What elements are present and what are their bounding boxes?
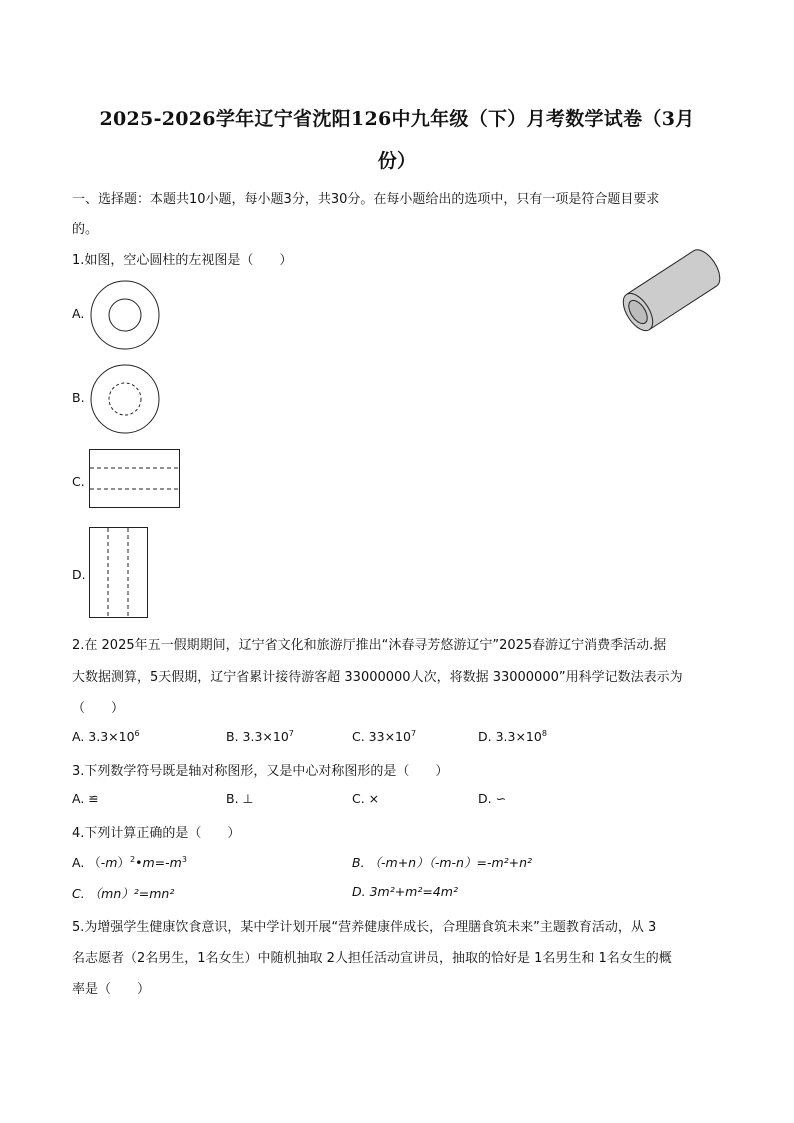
- q4-option-a-var3: m: [169, 855, 182, 870]
- q3-option-b: B. ⊥: [226, 791, 254, 806]
- q1-option-a-label: A.: [72, 306, 85, 321]
- q4-option-a-var1: m: [105, 855, 118, 870]
- section1-instruction-line1: 一、选择题：本题共10小题，每小题3分，共30分。在每小题给出的选项中，只有一项是符合题目要求: [72, 192, 660, 207]
- q2-option-d-base: D. 3.3×10: [478, 729, 542, 744]
- q4-option-a-part2: ）: [117, 855, 130, 870]
- q1-option-b-label: B.: [72, 390, 85, 405]
- q2-option-c: [352, 729, 416, 744]
- q1-option-d-label: D.: [72, 567, 86, 582]
- q1-stem: 1.如图，空心圆柱的左视图是（ ）: [72, 253, 293, 268]
- q2-option-a-exp: 6: [134, 729, 140, 738]
- q4-option-a-exp1: 2: [130, 855, 136, 864]
- q4-option-a-eq: =-: [154, 855, 170, 870]
- q1-option-c-figure: [89, 449, 181, 509]
- q4-option-c: C. （mn）²=mn²: [72, 886, 175, 901]
- q2-option-c-exp: 7: [410, 729, 417, 738]
- q4-option-a-part1: A. （-: [72, 855, 106, 870]
- q2-option-d-exp: 8: [541, 729, 547, 738]
- q2-stem-line1: 2.在 2025年五一假期期间，辽宁省文化和旅游厅推出“沐春寻芳悠游辽宁”2025春游辽宁消费季活动.据: [72, 638, 667, 653]
- q4-option-d: D. 3m²+m²=4m²: [352, 884, 458, 899]
- q1-option-c-label: C.: [72, 474, 85, 489]
- exam-title-line1: 2025-2026学年辽宁省沈阳126中九年级（下）月考数学试卷（3月: [99, 108, 695, 130]
- q4-option-b: B. （-m+n）（-m-n）=-m²+n²: [352, 855, 533, 870]
- q5-stem-line3: 率是（ ）: [72, 982, 151, 997]
- q2-option-d: [478, 729, 547, 744]
- q2-option-a-base: A. 3.3×10: [72, 729, 135, 744]
- q4-option-a-var2: m: [142, 855, 155, 870]
- q5-stem-line2: 名志愿者（2名男生，1名女生）中随机抽取 2人担任活动宣讲员，抽取的恰好是 1名男生和 1名女生的概: [72, 951, 672, 966]
- q2-stem-line2: 大数据测算，5天假期，辽宁省累计接待游客超 33000000人次，将数据 33000000”用科学记数法表示为: [72, 670, 683, 685]
- q3-option-a: A. ≌: [72, 791, 99, 806]
- q2-option-b: [226, 729, 294, 744]
- q3-stem: 3.下列数学符号既是轴对称图形，又是中心对称图形的是（ ）: [72, 764, 449, 779]
- q2-stem-line3: （ ）: [72, 701, 125, 716]
- q5-stem-line1: 5.为增强学生健康饮食意识，某中学计划开展“营养健康伴成长，合理膳食筑未来”主题教育活动，从 3: [72, 920, 657, 935]
- q2-option-b-exp: 7: [288, 729, 294, 738]
- q2-option-a: [72, 729, 140, 744]
- q2-option-c-base: C. 33×10: [352, 729, 411, 744]
- q4-option-a: [72, 853, 187, 871]
- q3-option-c: C. ×: [352, 791, 380, 806]
- exam-title-line2: 份）: [377, 150, 417, 172]
- hollow-cylinder-figure: [610, 248, 725, 343]
- section1-instruction-line2: 的。: [72, 222, 99, 237]
- q1-option-b-figure: [88, 362, 162, 436]
- q2-option-b-base: B. 3.3×10: [226, 729, 289, 744]
- q4-option-a-exp2: 3: [181, 855, 187, 864]
- q4-stem: 4.下列计算正确的是（ ）: [72, 826, 241, 841]
- q1-option-d-figure: [89, 527, 149, 619]
- q4-option-a-dot: •: [135, 855, 143, 870]
- q3-option-d: D. ∽: [478, 791, 507, 806]
- q1-option-a-figure: [88, 278, 162, 352]
